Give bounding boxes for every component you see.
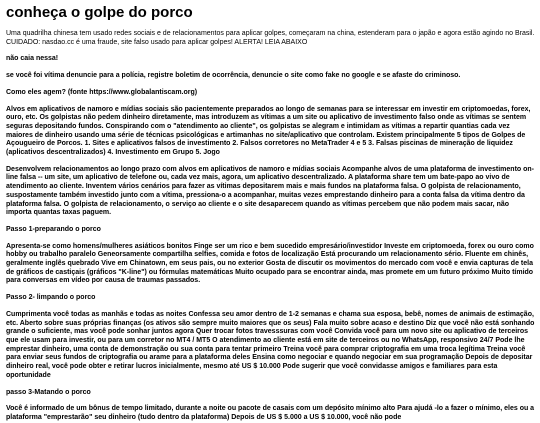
intro-paragraph: Uma quadrilha chinesa tem usado redes sociais e de relacionamentos para aplicar golpes, começaram na china, estenderam para o japão e agora estão agindo no Brasil. CUIDADO: nasdao.cc é uma fraude, site falso usado para aplicar golpes! ALERTA! LEIA ABAIXO [6, 30, 535, 46]
step1-heading: Passo 1-preparando o porco [6, 225, 101, 233]
scam-types-paragraph: Alvos em aplicativos de namoro e mídias sociais são pacientemente preparados ao longo de semanas para se interessar em investir em criptomoedas, forex, ouro, etc. Os golpistas não pedem dinheiro diretamente, mas introduzem as vítimas a um site ou aplicativo de investimento falso onde as vítimas se sentem seguras depositando fundos. Conspirando com o "atendimento ao cliente", os golpistas se alegram e intimidam as vítimas a repartir quantias cada vez maiores de dinheiro usando uma série de técnicas psicológicas e artimanhas no site/aplicativo que controlam. Existem principalmente 5 tipos de Golpes de Açougueiro de Porcos. 1. Sites e aplicativos falsos de investimento 2. Falsos corretores no MetaTrader 4 e 5 3. Falsas piscinas de mineração de liquidez (aplicativos descentralizados) 4. Investimento em Grupo 5. Jogo [6, 105, 531, 157]
warning-paragraph: não caia nessa! [6, 55, 59, 63]
page-title: conheça o golpe do porco [6, 4, 193, 21]
step3-paragraph: Você é informado de um bônus de tempo limitado, durante a noite ou pacote de casais com um depósito mínimo alto Para ajudá -lo a fazer o mínimo, eles ou a plataforma "emprestarão" seu dinheiro (tudo dentro da plataforma) Depois de US $ 5.000 a US $ 10.000, você não pode [6, 405, 535, 421]
step2-heading: Passo 2- limpando o porco [6, 294, 96, 302]
relationship-paragraph: Desenvolvem relacionamentos ao longo prazo com alvos em aplicativos de namoro e mídias sociais Acompanhe alvos de uma plataforma de investimento on-line falsa -- um site, um aplicativo de telefone ou, cada vez mais, agora, um aplicativo descentralizado. A plataforma share tem um bate-papo ao vivo de atendimento ao cliente. Inventem vários cenários para fazer as vítimas depositarem mais e mais fundos na plataforma falsa. O golpista de relacionamento, suspostamente também investido junto com a vítima, pressiona-o a acompanhar, muitas vezes emprestando dinheiro para a conta falsa da vítima dentro da plataforma falsa. O golpista de relacionamento, o serviço ao cliente e o site desaparecem quando as vítimas percebem que não podem mais sacar, não importa quantas taxas paguem. [6, 165, 535, 217]
step1-paragraph: Apresenta-se como homens/mulheres asiáticos bonitos Finge ser um rico e bem sucedido empresário/investidor Investe em criptomoeda, forex ou ouro como hobby ou trabalho paralelo Geneorsamente compartilha selfies, comida e fotos de localização Está procurando um relacionamento sério. Fluente em chinês, geralmente inglês quebrado Vive em Chinatown, em seus pais, ou no exterior Gosta de discutir os movimentos do mercado com você e envia capturas de tela de gráficos de castiçais (gráficos "K-line") ou fórmulas matemáticas Muito ocupado para se encontrar ainda, mas promete em um futuro próximo Muito tímido para conversas em vídeo por causa de traumas passados. [6, 242, 534, 285]
step3-heading: passo 3-Matando o porco [6, 388, 91, 396]
report-advice-paragraph: se você foi vítima denuncie para a polícia, registre boletim de ocorrência, denuncie o site como fake no google e se afaste do criminoso. [6, 72, 461, 80]
step2-paragraph: Cumprimenta você todas as manhãs e todas as noites Confessa seu amor dentro de 1-2 semanas e chama sua esposa, bebê, nomes de animais de estimação, etc. Aberto sobre suas próprias finanças (os ativos são sempre muito maiores que os seus) Fala muito sobre acaso e destino Diz que você não está sonhando grande o suficiente, mas você pode sonhar juntos agora Quer trocar fotos travesssuras com você Convida você para um novo site ou aplicativo de terceiros que ele usam para investir, ou para um corretor no MT4 / MT5 O atendimento ao cliente está em site de terceiros ou no WhatsApp, responsivo 24/7 Pode lhe emprestar dinheiro, uma conta de demonstração ou sua conta para tentar primeiro Treina você para comprar criptografia em uma troca legítima Treina você para enviar seus fundos de criptografia ou arame para a plataforma deles Ensina como negociar e quando negociar em sua programação Depois de depositar dinheiro real, você pode obter e retirar lucros inicialmente, mesmo até US $ 10.000 Pode sugerir que você convidasse amigos e familiares para esta oportunidade [6, 310, 535, 379]
how-they-act-heading: Como eles agem? (fonte https://www.globalantiscam.org) [6, 88, 198, 96]
